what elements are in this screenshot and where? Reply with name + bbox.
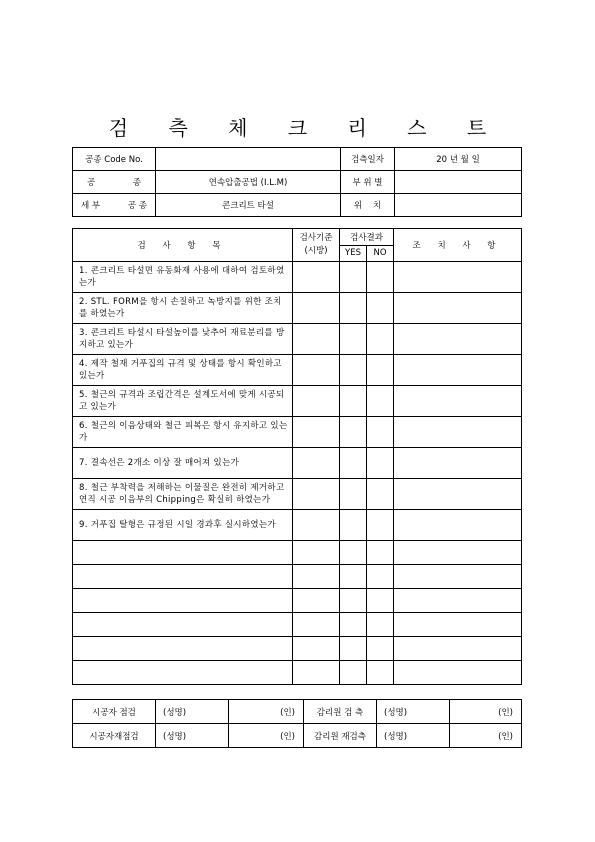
location-label: 위 치 [341,194,395,217]
standard-cell[interactable] [293,613,340,637]
standard-cell[interactable] [293,589,340,613]
header-row-code [73,148,522,171]
action-cell[interactable] [394,510,522,541]
action-cell[interactable] [394,262,522,293]
checklist-row [73,448,522,479]
blank-item-cell[interactable] [73,589,293,613]
no-cell[interactable] [367,386,394,417]
no-cell[interactable] [367,661,394,685]
yes-cell[interactable] [340,293,367,324]
action-cell[interactable] [394,355,522,386]
checklist-row [73,262,522,293]
col-yes-header: YES [340,245,367,262]
checklist-row [73,479,522,510]
checklist-item-text: 2. STL. FORM을 항시 손질하고 녹방지를 위한 조치를 하였는가 [73,293,293,324]
checklist-item-text: 8. 철근 부착력을 저해하는 이물질은 완전히 제거하고 연직 시공 이음부의 Chipping은 확실히 하였는가 [73,479,293,510]
blank-row [73,613,522,637]
no-cell[interactable] [367,262,394,293]
no-cell[interactable] [367,541,394,565]
standard-cell[interactable] [293,293,340,324]
contractor-check-label: 시공자 점검 [73,700,156,724]
no-cell[interactable] [367,448,394,479]
standard-cell[interactable] [293,565,340,589]
blank-row [73,565,522,589]
checklist-item-text: 9. 거푸집 탈형은 규정된 시일 경과후 실시하였는가 [73,510,293,541]
checklist-table [72,228,522,685]
action-cell[interactable] [394,637,522,661]
no-cell[interactable] [367,417,394,448]
blank-row [73,541,522,565]
action-cell[interactable] [394,565,522,589]
signature-row-1 [73,700,522,724]
code-field[interactable] [156,148,341,171]
action-cell[interactable] [394,324,522,355]
standard-cell[interactable] [293,417,340,448]
checklist-item-text: 3. 콘크리트 타설시 타설높이를 낮추어 재료분리를 방지하고 있는가 [73,324,293,355]
action-cell[interactable] [394,613,522,637]
work-label-a: 공 [87,178,96,188]
location-field[interactable] [395,194,522,217]
blank-item-cell[interactable] [73,637,293,661]
col-result-header: 검사결과 [340,229,394,246]
header-row-work [73,171,522,194]
supervisor-reinspect-label: 감리원 재검측 [304,724,377,748]
yes-cell[interactable] [340,541,367,565]
detail-label-a: 세 부 [81,201,101,211]
checklist-row [73,386,522,417]
yes-cell[interactable] [340,637,367,661]
standard-cell[interactable] [293,262,340,293]
yes-cell[interactable] [340,589,367,613]
standard-cell[interactable] [293,510,340,541]
work-label [73,171,156,194]
checklist-row [73,417,522,448]
col-no-header: NO [367,245,394,262]
yes-cell[interactable] [340,448,367,479]
checklist-header-row [73,229,522,246]
no-cell[interactable] [367,479,394,510]
yes-cell[interactable] [340,355,367,386]
action-cell[interactable] [394,589,522,613]
yes-cell[interactable] [340,479,367,510]
standard-cell[interactable] [293,355,340,386]
blank-item-cell[interactable] [73,661,293,685]
no-cell[interactable] [367,324,394,355]
checklist-item-text: 7. 결속선은 2개소 이상 잘 매어져 있는가 [73,448,293,479]
detail-label [73,194,156,217]
col-items-header: 검 사 항 목 [73,229,293,262]
checklist-row [73,324,522,355]
supervisor-inspect-name[interactable]: (성명) [377,700,450,724]
checklist-row [73,510,522,541]
contractor-recheck-seal[interactable]: (인) [229,724,304,748]
contractor-check-seal[interactable]: (인) [229,700,304,724]
blank-item-cell[interactable] [73,565,293,589]
yes-cell[interactable] [340,417,367,448]
supervisor-reinspect-seal[interactable]: (인) [450,724,522,748]
standard-cell[interactable] [293,661,340,685]
checklist-item-text: 4. 제작 철재 거푸집의 규격 및 상태를 항시 확인하고 있는가 [73,355,293,386]
standard-cell[interactable] [293,386,340,417]
yes-cell[interactable] [340,613,367,637]
date-field[interactable]: 20 년 월 일 [395,148,522,171]
checklist-item-text: 6. 철근의 이음상태와 철근 피복은 항시 유지하고 있는가 [73,417,293,448]
signature-row-2 [73,724,522,748]
yes-cell[interactable] [340,510,367,541]
blank-item-cell[interactable] [73,541,293,565]
blank-item-cell[interactable] [73,613,293,637]
contractor-recheck-label: 시공자재점검 [73,724,156,748]
work-field[interactable]: 연속압출공법 (I.L.M) [156,171,341,194]
detail-label-b: 공 종 [127,201,147,211]
work-label-b: 종 [132,178,141,188]
no-cell[interactable] [367,293,394,324]
header-row-detail [73,194,522,217]
standard-cell[interactable] [293,324,340,355]
yes-cell[interactable] [340,386,367,417]
detail-field[interactable]: 콘크리트 타설 [156,194,341,217]
supervisor-reinspect-name[interactable]: (성명) [377,724,450,748]
yes-cell[interactable] [340,661,367,685]
checklist-item-text: 5. 철근의 규격과 조립간격은 설계도서에 맞게 시공되고 있는가 [73,386,293,417]
no-cell[interactable] [367,565,394,589]
action-cell[interactable] [394,293,522,324]
yes-cell[interactable] [340,324,367,355]
signature-table [72,699,522,748]
yes-cell[interactable] [340,565,367,589]
standard-cell[interactable] [293,637,340,661]
contractor-check-name[interactable]: (성명) [156,700,229,724]
contractor-recheck-name[interactable]: (성명) [156,724,229,748]
blank-row [73,637,522,661]
no-cell[interactable] [367,637,394,661]
date-label: 검측일자 [341,148,395,171]
action-cell[interactable] [394,479,522,510]
code-label: 공종 Code No. [73,148,156,171]
no-cell[interactable] [367,613,394,637]
standard-cell[interactable] [293,479,340,510]
checklist-item-text: 1. 콘크리트 타설면 유동화재 사용에 대하여 검토하였는가 [73,262,293,293]
member-label: 부 위 별 [341,171,395,194]
standard-cell[interactable] [293,541,340,565]
supervisor-inspect-seal[interactable]: (인) [450,700,522,724]
member-field[interactable] [395,171,522,194]
blank-row [73,661,522,685]
no-cell[interactable] [367,589,394,613]
action-cell[interactable] [394,541,522,565]
col-standard-header: 검사기준 (시방) [293,229,340,262]
action-cell[interactable] [394,386,522,417]
checklist-row [73,355,522,386]
action-cell[interactable] [394,417,522,448]
checklist-row [73,293,522,324]
action-cell[interactable] [394,448,522,479]
header-table [72,147,522,217]
no-cell[interactable] [367,355,394,386]
no-cell[interactable] [367,510,394,541]
page-title: 검 측 체 크 리 스 트 [108,116,504,140]
yes-cell[interactable] [340,262,367,293]
blank-row [73,589,522,613]
standard-cell[interactable] [293,448,340,479]
col-action-header: 조 치 사 항 [394,229,522,262]
supervisor-inspect-label: 감리원 검 측 [304,700,377,724]
action-cell[interactable] [394,661,522,685]
